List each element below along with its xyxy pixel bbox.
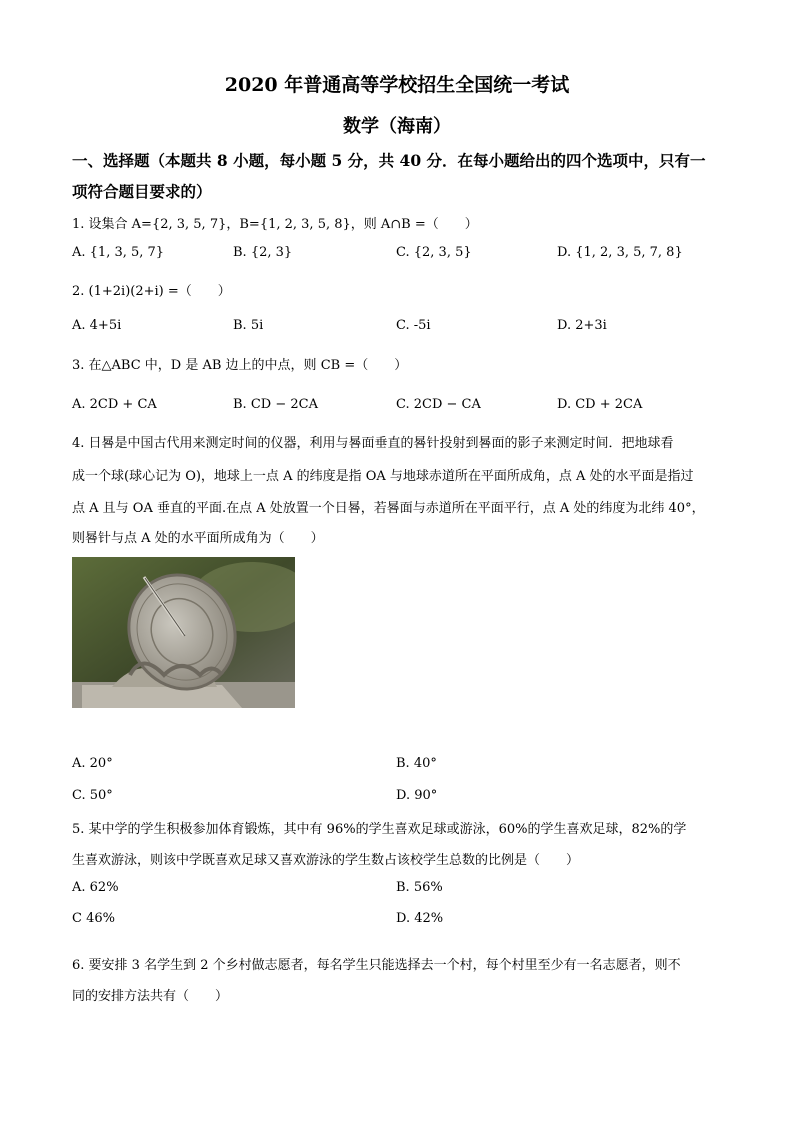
question-5-line1: 5. 某中学的学生积极参加体育锻炼，其中有 96%的学生喜欢足球或游泳，60%的学生喜欢足球，82%的学 — [72, 822, 687, 837]
q3-option-d: D. CD + 2CA — [557, 397, 643, 412]
question-3-text: 3. 在△ABC 中，D 是 AB 边上的中点，则 CB =（ ） — [72, 358, 408, 373]
q3-option-c: C. 2CD − CA — [396, 397, 481, 412]
question-4-line2: 成一个球(球心记为 O)，地球上一点 A 的纬度是指 OA 与地球赤道所在平面所成角，点 A 处的水平面是指过 — [72, 469, 694, 484]
q2-option-b: B. 5i — [233, 318, 264, 333]
q4-option-b: B. 40° — [396, 756, 437, 771]
section-heading-line2: 项符合题目要求的） — [72, 182, 212, 201]
page-subtitle: 数学（海南） — [343, 116, 451, 137]
q1-option-a: A. {1, 3, 5, 7} — [72, 245, 165, 260]
question-5-line2: 生喜欢游泳，则该中学既喜欢足球又喜欢游泳的学生数占该校学生总数的比例是（ ） — [72, 853, 580, 868]
question-4-line1: 4. 日晷是中国古代用来测定时间的仪器，利用与晷面垂直的晷针投射到晷面的影子来测定时间．把地球看 — [72, 436, 674, 451]
q5-option-d: D. 42% — [396, 911, 444, 926]
question-4-line3: 点 A 且与 OA 垂直的平面.在点 A 处放置一个日晷，若晷面与赤道所在平面平行，点 A 处的纬度为北纬 40°， — [72, 501, 705, 516]
q5-option-a: A. 62% — [72, 880, 119, 895]
q1-option-d: D. {1, 2, 3, 5, 7, 8} — [557, 245, 683, 260]
q2-option-d: D. 2+3i — [557, 318, 607, 333]
q2-option-a: A. 4+5i — [72, 318, 122, 333]
q2-option-c: C. -5i — [396, 318, 431, 333]
question-1-text: 1. 设集合 A={2, 3, 5, 7}，B={1, 2, 3, 5, 8}，则 A∩B =（ ） — [72, 217, 478, 232]
question-6-line1: 6. 要安排 3 名学生到 2 个乡村做志愿者，每名学生只能选择去一个村，每个村里至少有一名志愿者，则不 — [72, 958, 681, 973]
q4-option-c: C. 50° — [72, 788, 113, 803]
section-heading-line1: 一、选择题（本题共 8 小题，每小题 5 分，共 40 分．在每小题给出的四个选项中，只有一 — [72, 151, 706, 170]
q4-option-d: D. 90° — [396, 788, 438, 803]
q3-option-a: A. 2CD + CA — [72, 397, 157, 412]
sundial-photo — [72, 557, 295, 708]
page-title: 2020 年普通高等学校招生全国统一考试 — [224, 74, 570, 96]
q5-option-c: C 46% — [72, 911, 115, 926]
q5-option-b: B. 56% — [396, 880, 443, 895]
q3-option-b: B. CD − 2CA — [233, 397, 318, 412]
question-4-line4: 则晷针与点 A 处的水平面所成角为（ ） — [72, 531, 324, 546]
q4-option-a: A. 20° — [72, 756, 113, 771]
q1-option-b: B. {2, 3} — [233, 245, 293, 260]
q1-option-c: C. {2, 3, 5} — [396, 245, 472, 260]
question-6-line2: 同的安排方法共有（ ） — [72, 989, 229, 1004]
question-2-text: 2. (1+2i)(2+i) =（ ） — [72, 284, 231, 299]
